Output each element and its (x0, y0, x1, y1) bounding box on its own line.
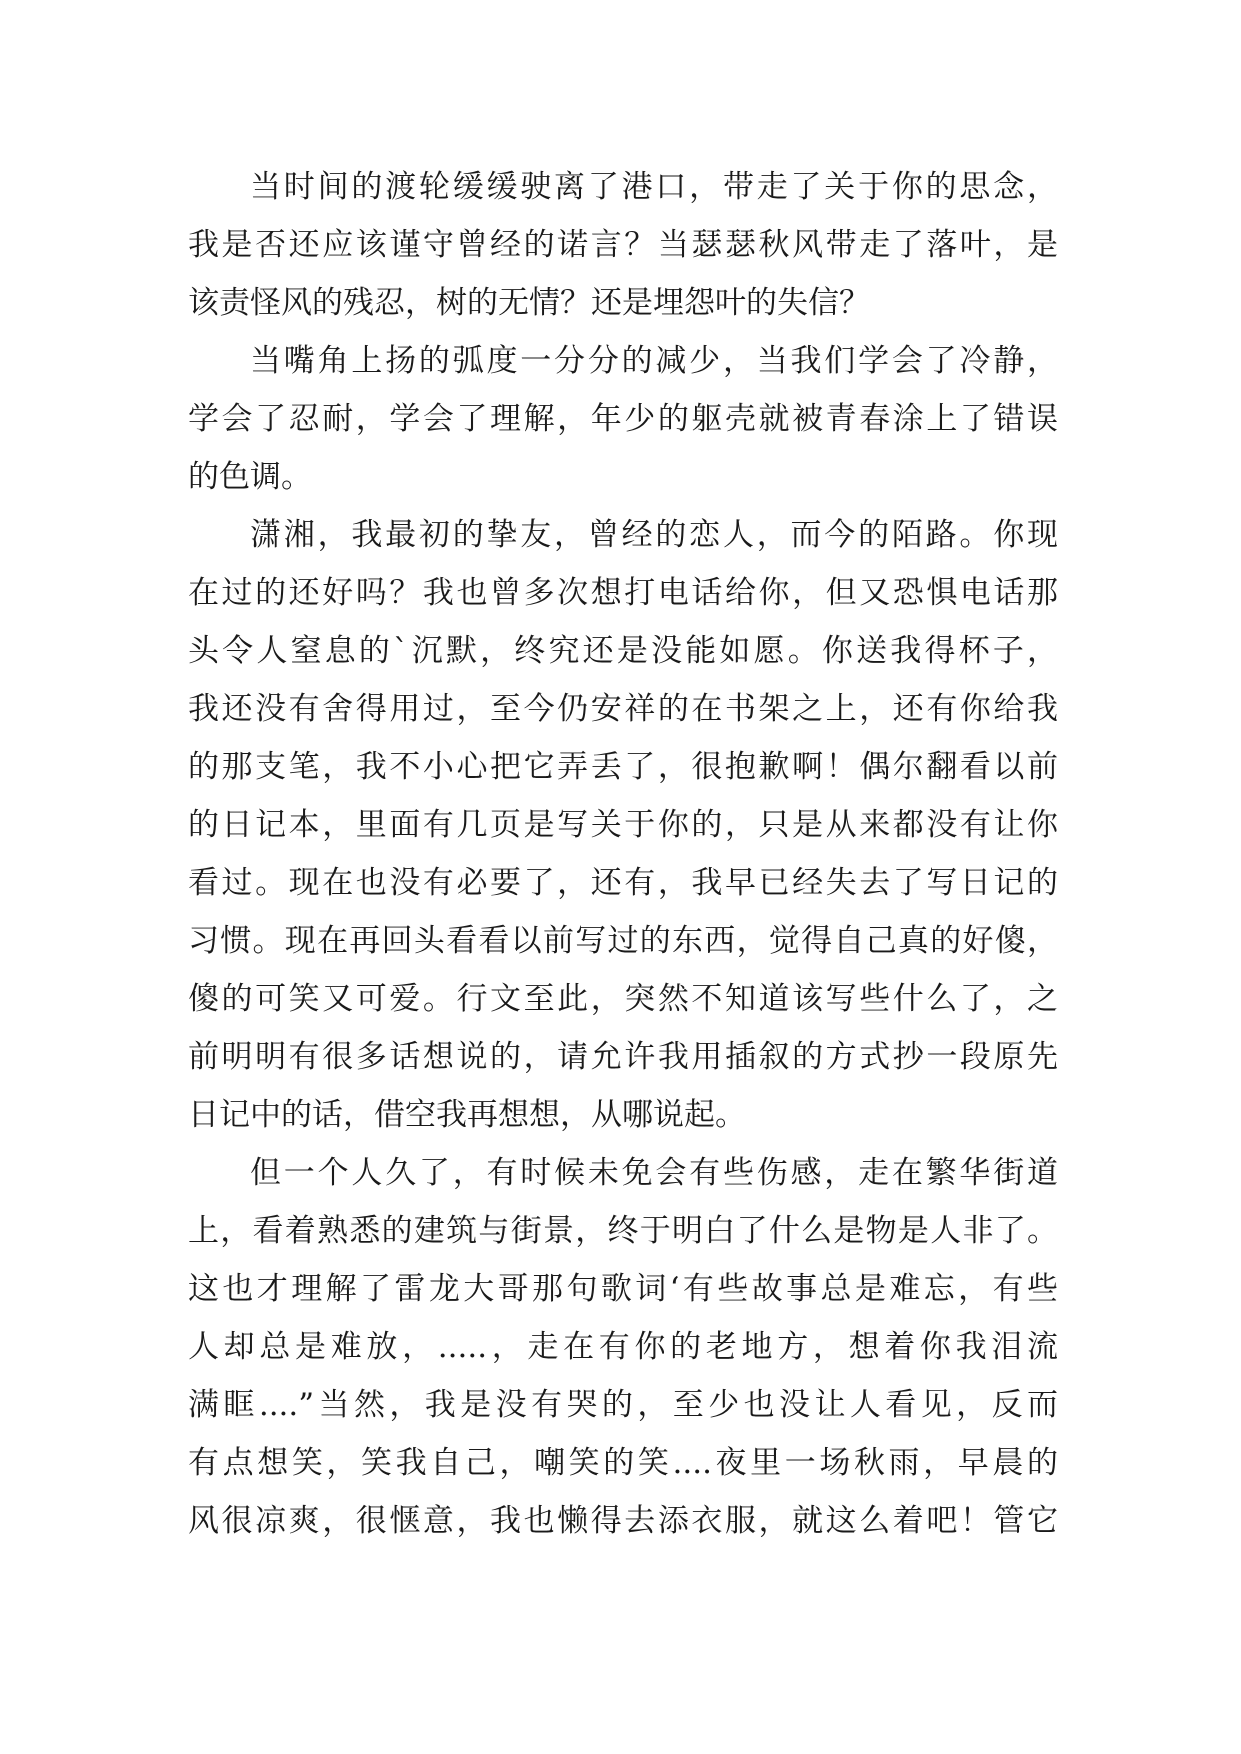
paragraph-3-line-6: 的日记本，里面有几页是写关于你的，只是从来都没有让你 (188, 807, 1058, 843)
paragraph-3-line-7: 看过。现在也没有必要了，还有，我早已经失去了写日记的 (188, 865, 1058, 901)
paragraph-2-line-1: 当嘴角上扬的弧度一分分的减少，当我们学会了冷静， (250, 343, 1058, 379)
paragraph-1-line-1: 当时间的渡轮缓缓驶离了港口，带走了关于你的思念， (250, 169, 1058, 205)
paragraph-3-line-3: 头令人窒息的`沉默，终究还是没能如愿。你送我得杯子， (188, 633, 1058, 669)
paragraph-4-line-1: 但一个人久了，有时候未免会有些伤感，走在繁华街道 (250, 1155, 1058, 1191)
paragraph-3-line-4: 我还没有舍得用过，至今仍安祥的在书架之上，还有你给我 (188, 691, 1058, 727)
paragraph-2-line-2: 学会了忍耐，学会了理解，年少的躯壳就被青春涂上了错误 (188, 401, 1058, 437)
paragraph-4-line-4: 人却总是难放，.....，走在有你的老地方，想着你我泪流 (188, 1329, 1058, 1365)
paragraph-4-line-2: 上，看着熟悉的建筑与街景，终于明白了什么是物是人非了。 (188, 1213, 1058, 1249)
paragraph-2-line-3: 的色调。 (188, 459, 312, 495)
paragraph-4-line-6: 有点想笑，笑我自己，嘲笑的笑....夜里一场秋雨，早晨的 (188, 1445, 1058, 1481)
paragraph-3-line-2: 在过的还好吗？我也曾多次想打电话给你，但又恐惧电话那 (188, 575, 1058, 611)
paragraph-3-line-8: 习惯。现在再回头看看以前写过的东西，觉得自己真的好傻， (188, 923, 1058, 959)
paragraph-4-line-3: 这也才理解了雷龙大哥那句歌词‘有些故事总是难忘，有些 (188, 1271, 1058, 1307)
paragraph-3-line-1: 潇湘，我最初的挚友，曾经的恋人，而今的陌路。你现 (250, 517, 1058, 553)
paragraph-3-line-5: 的那支笔，我不小心把它弄丢了，很抱歉啊！偶尔翻看以前 (188, 749, 1058, 785)
document-body (188, 158, 1058, 1550)
paragraph-3-line-11: 日记中的话，借空我再想想，从哪说起。 (188, 1097, 746, 1133)
paragraph-4-line-7: 风很凉爽，很惬意，我也懒得去添衣服，就这么着吧！管它 (188, 1503, 1058, 1539)
paragraph-1-line-3: 该责怪风的残忍，树的无情？还是埋怨叶的失信？ (188, 285, 870, 321)
paragraph-1-line-2: 我是否还应该谨守曾经的诺言？当瑟瑟秋风带走了落叶，是 (188, 227, 1058, 263)
paragraph-4-line-5: 满眶....”当然，我是没有哭的，至少也没让人看见，反而 (188, 1387, 1058, 1423)
paragraph-3-line-9: 傻的可笑又可爱。行文至此，突然不知道该写些什么了，之 (188, 981, 1058, 1017)
paragraph-3-line-10: 前明明有很多话想说的，请允许我用插叙的方式抄一段原先 (188, 1039, 1058, 1075)
